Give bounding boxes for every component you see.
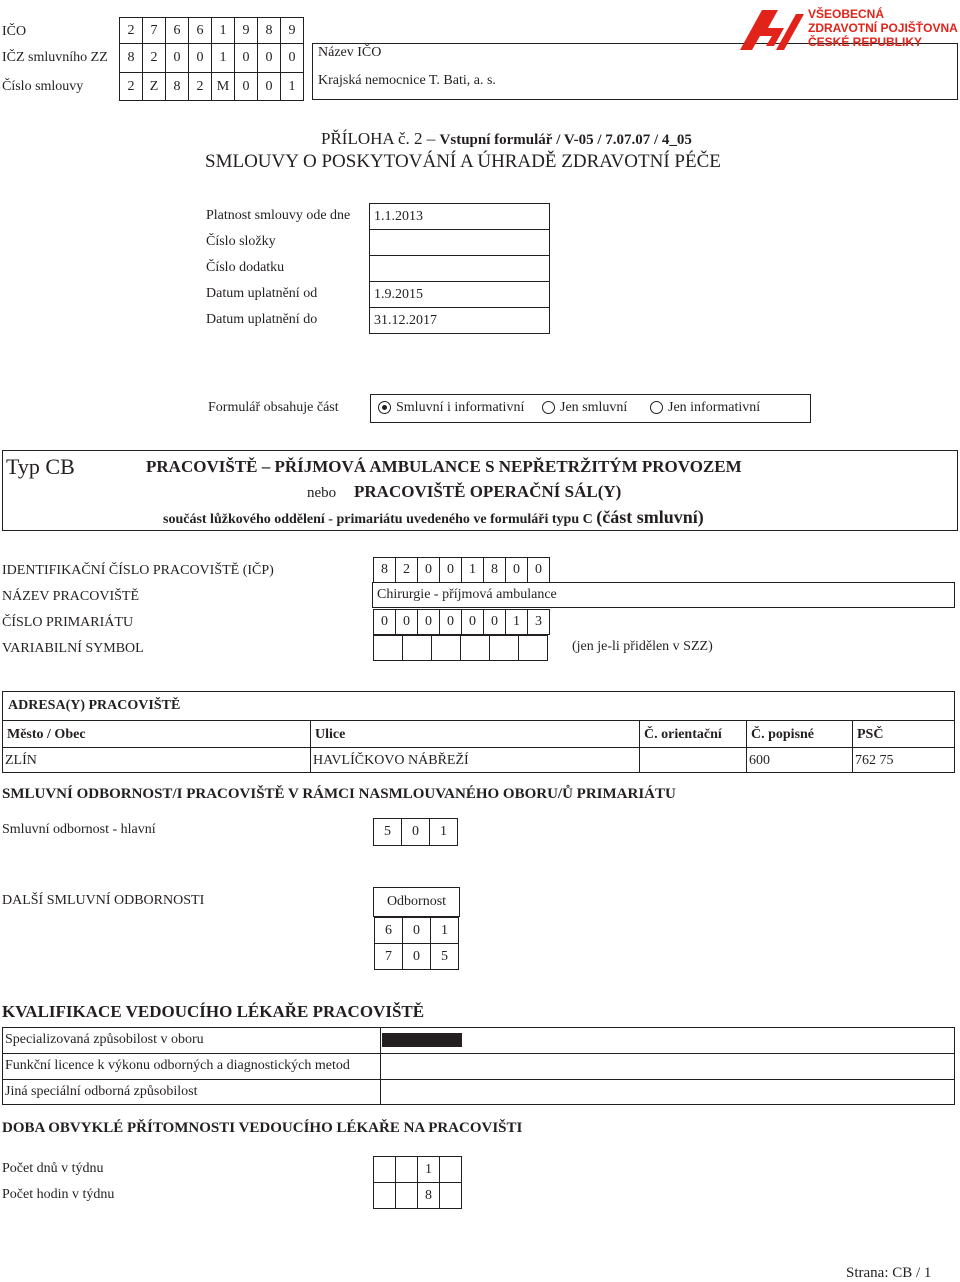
digit-cell[interactable]: [431, 635, 461, 661]
radio-empty-icon[interactable]: [542, 401, 555, 414]
address-header-cell: PSČ: [857, 727, 884, 742]
qualification-label: Jiná speciální odborná způsobilost: [5, 1084, 198, 1099]
nazev-ico-value: Krajská nemocnice T. Bati, a. s.: [318, 73, 496, 88]
attendance-title: DOBA OBVYKLÉ PŘÍTOMNOSTI VEDOUCÍHO LÉKAŘE NA PRACOVIŠTI: [2, 1120, 523, 1136]
title-line-1: [321, 129, 692, 149]
digit-cell[interactable]: [439, 1182, 462, 1209]
digit-cell[interactable]: 0: [402, 917, 431, 944]
hours-label: Počet hodin v týdnu: [2, 1187, 115, 1202]
validity-field[interactable]: [369, 255, 550, 282]
row-divider: [2, 1079, 955, 1080]
digit-cell[interactable]: [373, 1156, 396, 1183]
digit-cell[interactable]: 8: [373, 557, 396, 583]
digit-cell[interactable]: [373, 635, 403, 661]
qualification-title: KVALIFIKACE VEDOUCÍHO LÉKAŘE PRACOVIŠTĚ: [2, 1002, 425, 1021]
option-jen-informativni[interactable]: [650, 400, 760, 416]
digit-cell[interactable]: 1: [211, 43, 235, 73]
specialty-title: SMLUVNÍ ODBORNOST/I PRACOVIŠTĚ V RÁMCI NASMLOUVANÉHO OBORU/Ů PRIMARIÁTU: [2, 786, 676, 802]
digit-cell[interactable]: 0: [373, 609, 396, 635]
validity-field[interactable]: 31.12.2017: [369, 307, 550, 334]
radio-empty-icon[interactable]: [650, 401, 663, 414]
digit-cell[interactable]: 8: [417, 1182, 440, 1209]
vs-label: VARIABILNÍ SYMBOL: [2, 641, 144, 656]
validity-field[interactable]: 1.1.2013: [369, 203, 550, 230]
digit-cell[interactable]: 7: [374, 943, 403, 970]
type-line-1: PRACOVIŠTĚ – PŘÍJMOVÁ AMBULANCE S NEPŘETRŽITÝM PROVOZEM: [146, 457, 742, 476]
digit-cell[interactable]: 0: [461, 609, 484, 635]
title-prefix: PŘÍLOHA č. 2 –: [321, 129, 436, 148]
digit-cell[interactable]: 2: [188, 72, 212, 101]
digit-cell[interactable]: 0: [401, 818, 430, 846]
form-part-label: Formulář obsahuje část: [208, 400, 339, 415]
column-divider: [380, 1027, 381, 1105]
column-divider: [852, 720, 853, 773]
address-title: ADRESA(Y) PRACOVIŠTĚ: [8, 698, 181, 713]
digit-cell[interactable]: 0: [439, 557, 462, 583]
digit-cell[interactable]: 0: [417, 609, 440, 635]
vzp-logo-mark-icon: [738, 6, 806, 52]
vs-grid[interactable]: [373, 635, 548, 661]
address-header-cell: Ulice: [315, 727, 346, 742]
option-smluvni-informativni[interactable]: [378, 400, 524, 416]
digit-cell[interactable]: 0: [234, 72, 258, 101]
specialty-main-grid[interactable]: [373, 818, 458, 846]
address-header-cell: Č. popisné: [751, 727, 815, 742]
ico-grid[interactable]: [119, 17, 304, 44]
days-label: Počet dnů v týdnu: [2, 1161, 104, 1176]
digit-cell[interactable]: 0: [280, 43, 304, 73]
digit-cell[interactable]: 1: [461, 557, 484, 583]
column-divider: [310, 720, 311, 773]
digit-cell[interactable]: 7: [142, 17, 166, 44]
specialty-other-row-1[interactable]: [374, 917, 459, 944]
digit-cell[interactable]: [518, 635, 548, 661]
validity-label: Číslo složky: [206, 234, 276, 249]
address-data-cell[interactable]: 762 75: [855, 753, 894, 768]
digit-cell[interactable]: [439, 1156, 462, 1183]
type-line-3: [163, 507, 704, 528]
type-line-3-suffix: (část smluvní): [596, 507, 704, 527]
type-line-3-text: součást lůžkového oddělení - primariátu uvedeného ve formuláři typu C: [163, 512, 593, 527]
digit-cell[interactable]: 0: [165, 43, 189, 73]
digit-cell[interactable]: 3: [527, 609, 550, 635]
digit-cell[interactable]: 8: [483, 557, 506, 583]
address-header-cell: Č. orientační: [644, 727, 722, 742]
digit-cell[interactable]: 6: [374, 917, 403, 944]
ico-label: IČO: [2, 24, 27, 39]
option-label: Jen informativní: [668, 400, 761, 415]
type-nebo: nebo: [307, 485, 337, 501]
validity-label: Datum uplatnění od: [206, 286, 318, 301]
nazev-ico-label: Název IČO: [318, 45, 382, 60]
validity-label: Platnost smlouvy ode dne: [206, 208, 351, 223]
logo-line-1: VŠEOBECNÁ: [808, 7, 885, 21]
address-header-row: [2, 720, 955, 721]
digit-cell[interactable]: 6: [188, 17, 212, 44]
option-label: Jen smluvní: [560, 400, 628, 415]
digit-cell[interactable]: [402, 635, 432, 661]
digit-cell[interactable]: 9: [280, 17, 304, 44]
digit-cell[interactable]: 1: [430, 917, 459, 944]
type-label: Typ CB: [6, 454, 75, 479]
validity-field[interactable]: 1.9.2015: [369, 281, 550, 308]
icp-grid[interactable]: [373, 557, 550, 583]
digit-cell[interactable]: 0: [234, 43, 258, 73]
digit-cell[interactable]: 1: [429, 818, 458, 846]
digit-cell[interactable]: 1: [280, 72, 304, 101]
iczzz-grid[interactable]: [119, 43, 304, 73]
digit-cell[interactable]: 2: [119, 17, 143, 44]
logo-line-3: ČESKÉ REPUBLIKY: [808, 35, 923, 49]
digit-cell[interactable]: 6: [165, 17, 189, 44]
iczzz-label: IČZ smluvního ZZ: [2, 50, 108, 65]
hours-grid[interactable]: [373, 1182, 462, 1209]
digit-cell[interactable]: 2: [395, 557, 418, 583]
digit-cell[interactable]: 5: [373, 818, 402, 846]
specialty-main-label: Smluvní odbornost - hlavní: [2, 822, 156, 837]
vs-note: (jen je-li přidělen v SZZ): [572, 639, 713, 654]
workplace-name-field[interactable]: Chirurgie - příjmová ambulance: [372, 582, 955, 608]
address-data-row-line: [2, 747, 955, 748]
digit-cell[interactable]: 9: [234, 17, 258, 44]
digit-cell[interactable]: 0: [439, 609, 462, 635]
row-divider: [2, 1053, 955, 1054]
title-line-2: SMLOUVY O POSKYTOVÁNÍ A ÚHRADĚ ZDRAVOTNÍ PÉČE: [205, 151, 721, 172]
address-data-cell[interactable]: ZLÍN: [5, 753, 37, 768]
digit-cell[interactable]: 8: [119, 43, 143, 73]
days-grid[interactable]: [373, 1156, 462, 1183]
address-data-cell[interactable]: HAVLÍČKOVO NÁBŘEŽÍ: [313, 753, 469, 768]
digit-cell[interactable]: 0: [188, 43, 212, 73]
digit-cell[interactable]: 0: [257, 72, 281, 101]
digit-cell[interactable]: [395, 1182, 418, 1209]
column-divider: [746, 720, 747, 773]
qualification-label: Specializovaná způsobilost v oboru: [5, 1032, 204, 1047]
digit-cell[interactable]: 0: [483, 609, 506, 635]
redacted-block: [382, 1033, 462, 1047]
digit-cell[interactable]: [460, 635, 490, 661]
logo-line-2: ZDRAVOTNÍ POJIŠŤOVNA: [808, 21, 958, 35]
vzp-logo: [738, 6, 958, 52]
page-number: Strana: CB / 1: [846, 1265, 932, 1281]
digit-cell[interactable]: [395, 1156, 418, 1183]
validity-field[interactable]: [369, 229, 550, 256]
digit-cell[interactable]: 2: [142, 43, 166, 73]
specialty-other-header: Odbornost: [373, 887, 460, 917]
validity-label: Datum uplatnění do: [206, 312, 318, 327]
digit-cell[interactable]: 0: [417, 557, 440, 583]
option-label: Smluvní i informativní: [396, 400, 525, 415]
digit-cell[interactable]: 1: [505, 609, 528, 635]
digit-cell[interactable]: M: [211, 72, 235, 101]
digit-cell[interactable]: Z: [142, 72, 166, 101]
validity-label: Číslo dodatku: [206, 260, 285, 275]
qualification-label: Funkční licence k výkonu odborných a diagnostických metod: [5, 1058, 350, 1073]
digit-cell[interactable]: 1: [417, 1156, 440, 1183]
digit-cell[interactable]: [489, 635, 519, 661]
digit-cell[interactable]: 8: [257, 17, 281, 44]
primariat-label: ČÍSLO PRIMARIÁTU: [2, 615, 134, 630]
title-form-code: Vstupní formulář / V-05 / 7.07.07 / 4_05: [439, 132, 692, 148]
digit-cell[interactable]: 0: [395, 609, 418, 635]
specialty-other-row-2[interactable]: [374, 943, 459, 970]
workplace-name-label: NÁZEV PRACOVIŠTĚ: [2, 589, 140, 604]
digit-cell[interactable]: 8: [165, 72, 189, 101]
digit-cell[interactable]: 2: [119, 72, 143, 101]
type-line-2: PRACOVIŠTĚ OPERAČNÍ SÁL(Y): [354, 482, 622, 501]
digit-cell[interactable]: 0: [402, 943, 431, 970]
digit-cell[interactable]: 0: [527, 557, 550, 583]
digit-cell[interactable]: 5: [430, 943, 459, 970]
primariat-grid[interactable]: [373, 609, 550, 635]
radio-selected-icon[interactable]: [378, 401, 391, 414]
option-jen-smluvni[interactable]: [542, 400, 627, 416]
specialty-other-label: DALŠÍ SMLUVNÍ ODBORNOSTI: [2, 893, 205, 908]
cislo-smlouvy-label: Číslo smlouvy: [2, 79, 84, 94]
address-header-cell: Město / Obec: [7, 727, 86, 742]
digit-cell[interactable]: 1: [211, 17, 235, 44]
icp-label: IDENTIFIKAČNÍ ČÍSLO PRACOVIŠTĚ (IČP): [2, 563, 274, 578]
digit-cell[interactable]: [373, 1182, 396, 1209]
digit-cell[interactable]: 0: [257, 43, 281, 73]
digit-cell[interactable]: 0: [505, 557, 528, 583]
cislo-smlouvy-grid[interactable]: [119, 72, 304, 101]
address-data-cell[interactable]: 600: [749, 753, 770, 768]
column-divider: [639, 720, 640, 773]
